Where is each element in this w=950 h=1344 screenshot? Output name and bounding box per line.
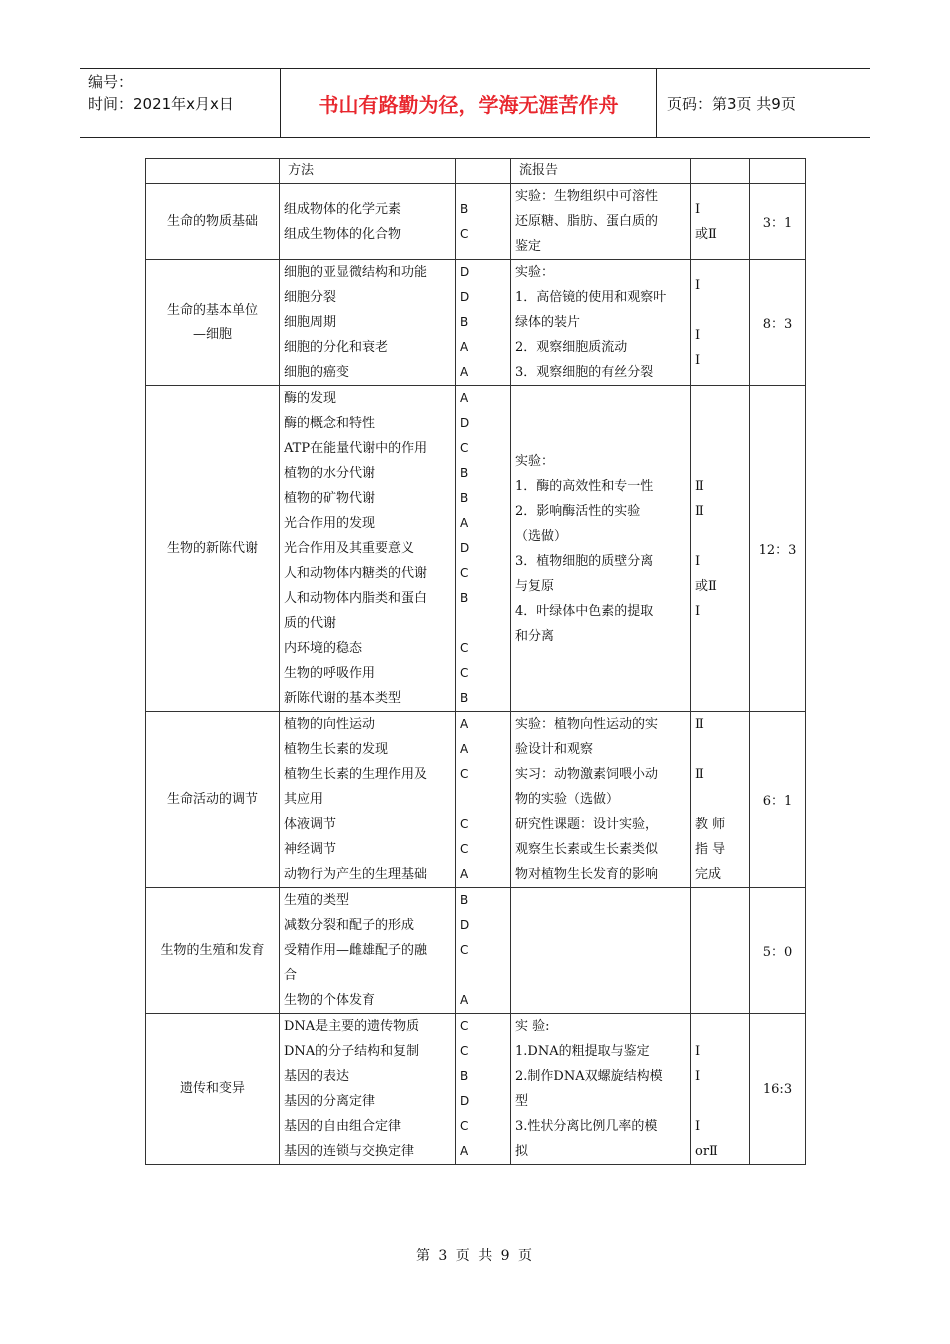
level-line: B	[460, 893, 469, 907]
requirement-cell	[691, 712, 750, 888]
requirement-line: I	[695, 553, 701, 569]
experiment-line: 3．观察细胞的有丝分裂	[515, 365, 654, 380]
topic-cell	[146, 888, 280, 1014]
content-line: 细胞的亚显微结构和功能	[284, 265, 428, 280]
level-line: B	[460, 201, 469, 216]
requirement-line	[695, 1089, 745, 1114]
content-cell	[280, 184, 456, 260]
requirement-cell	[691, 1014, 750, 1165]
experiment-line: 物的实验（选做）	[515, 792, 620, 807]
requirement-line: I	[695, 327, 701, 343]
requirement-line: orⅡ	[695, 1144, 718, 1159]
requirement-cell	[691, 260, 750, 386]
level-cell	[456, 386, 511, 712]
requirement-cell	[691, 184, 750, 260]
content-line: 内环境的稳态	[284, 641, 363, 656]
level-line: D	[460, 416, 470, 430]
experiment-line: 2．影响酶活性的实验	[515, 503, 641, 519]
level-cell	[456, 888, 511, 1014]
level-line: C	[460, 641, 469, 655]
level-line: D	[460, 265, 470, 279]
experiment-line: 4．叶绿体中色素的提取	[515, 603, 654, 619]
level-line: C	[460, 842, 469, 856]
topic-cell	[146, 184, 280, 260]
table-row	[146, 260, 806, 386]
table-header-cell: 方法	[280, 159, 456, 184]
level-cell	[456, 1014, 511, 1165]
content-line: 植物的水分代谢	[284, 466, 376, 481]
experiment-line: 验设计和观察	[515, 742, 594, 757]
requirement-line: 或Ⅱ	[695, 578, 717, 594]
content-line: 体液调节	[284, 817, 337, 832]
level-cell	[456, 184, 511, 260]
level-line: C	[460, 1044, 469, 1058]
hours-ratio-cell: 6：1	[750, 712, 806, 888]
experiment-line: 3．植物细胞的质壁分离	[515, 553, 654, 569]
content-line: 减数分裂和配子的形成	[284, 918, 415, 933]
level-line: A	[460, 391, 469, 405]
content-line: 受精作用—雌雄配子的融	[284, 943, 428, 958]
experiment-cell	[511, 260, 691, 386]
level-line: C	[460, 1019, 469, 1033]
content-line: 植物生长素的发现	[284, 742, 389, 757]
experiment-line: 实验：	[515, 453, 555, 469]
level-line: D	[460, 1094, 470, 1108]
content-cell	[280, 1014, 456, 1165]
level-line: C	[460, 817, 469, 831]
table-header-cell	[750, 159, 806, 184]
level-line: C	[460, 767, 469, 781]
level-line: A	[460, 742, 469, 756]
level-line: C	[460, 1119, 469, 1133]
level-line	[460, 963, 506, 988]
requirement-line	[695, 298, 745, 323]
content-cell	[280, 888, 456, 1014]
level-cell	[456, 712, 511, 888]
topic-line: 生物的生殖和发育	[160, 942, 265, 958]
hours-ratio-cell: 8：3	[750, 260, 806, 386]
doc-time-label: 时间：2021年x月x日	[88, 95, 234, 113]
content-cell	[280, 386, 456, 712]
content-line: 植物的矿物代谢	[284, 491, 376, 506]
hours-ratio-cell: 12：3	[750, 386, 806, 712]
requirement-line: 指 导	[695, 842, 726, 857]
experiment-cell	[511, 386, 691, 712]
level-line: D	[460, 290, 470, 304]
content-line: 新陈代谢的基本类型	[284, 691, 402, 706]
content-line: 其应用	[284, 792, 324, 807]
table-header-row	[146, 159, 806, 184]
level-line: A	[460, 717, 469, 731]
content-line: 光合作用的发现	[284, 516, 376, 531]
content-line: ATP在能量代谢中的作用	[284, 441, 428, 456]
content-line: 植物的向性运动	[284, 717, 376, 732]
experiment-cell	[511, 1014, 691, 1165]
topic-line: —细胞	[192, 326, 232, 342]
experiment-line: 1.DNA的粗提取与鉴定	[515, 1044, 650, 1059]
header-meta	[80, 69, 280, 137]
content-line: 细胞的癌变	[284, 365, 350, 380]
hours-ratio-cell: 5：0	[750, 888, 806, 1014]
header-motto: 书山有路勤为径，学海无涯苦作舟	[280, 69, 657, 137]
requirement-line: 或Ⅱ	[695, 226, 717, 242]
requirement-line: I	[695, 201, 701, 217]
level-line: B	[460, 1069, 469, 1083]
content-line: 细胞周期	[284, 315, 337, 330]
hours-ratio-cell: 3：1	[750, 184, 806, 260]
topic-cell	[146, 1014, 280, 1165]
topic-cell	[146, 712, 280, 888]
experiment-line: 和分离	[515, 628, 555, 644]
content-line: 植物生长素的生理作用及	[284, 767, 428, 782]
content-line: 基因的自由组合定律	[284, 1119, 402, 1134]
experiment-line: 绿体的装片	[515, 315, 581, 330]
table-row	[146, 386, 806, 712]
level-cell	[456, 260, 511, 386]
experiment-line: 实验：植物向性运动的实	[515, 717, 659, 732]
table-header-cell	[456, 159, 511, 184]
experiment-line: 研究性课题：设计实验，	[515, 817, 659, 832]
level-line: A	[460, 993, 469, 1007]
content-line: 人和动物体内糖类的代谢	[284, 566, 428, 581]
content-line: 细胞的分化和衰老	[284, 340, 389, 355]
header-page-info: 页码：第3页 共9页	[667, 94, 796, 113]
requirement-line: I	[695, 277, 701, 293]
level-line: C	[460, 943, 469, 957]
level-line: A	[460, 867, 469, 881]
requirement-line: I	[695, 1119, 701, 1134]
topic-cell	[146, 386, 280, 712]
requirement-line	[695, 737, 745, 762]
content-line: 基因的连锁与交换定律	[284, 1144, 415, 1159]
level-line: B	[460, 491, 469, 505]
content-line: 生殖的类型	[284, 893, 350, 908]
requirement-line	[695, 787, 745, 812]
level-line: B	[460, 691, 469, 705]
content-line: 酶的概念和特性	[284, 416, 376, 431]
experiment-line: 1．高倍镜的使用和观察叶	[515, 290, 667, 305]
level-line: B	[460, 591, 469, 605]
table-row	[146, 184, 806, 260]
experiment-line: 实 验:	[515, 1019, 550, 1034]
topic-cell	[146, 260, 280, 386]
level-line: B	[460, 315, 469, 329]
topic-line: 生命的基本单位	[166, 302, 258, 318]
content-line: 光合作用及其重要意义	[284, 541, 415, 556]
experiment-line: 鉴定	[515, 239, 542, 254]
requirement-line: I	[695, 1044, 701, 1059]
content-line: 生物的个体发育	[284, 993, 376, 1008]
requirement-line	[695, 1014, 745, 1039]
experiment-line: 实验：	[515, 265, 555, 280]
experiment-cell	[511, 712, 691, 888]
level-line: A	[460, 1144, 469, 1158]
content-line: 质的代谢	[284, 616, 337, 631]
table-header-cell	[691, 159, 750, 184]
requirement-line: 教 师	[695, 817, 726, 832]
experiment-line: 与复原	[515, 578, 555, 594]
experiment-line: 观察生长素或生长素类似	[515, 842, 659, 857]
experiment-line: （选做）	[515, 528, 568, 544]
level-line: A	[460, 340, 469, 354]
page-footer: 第 3 页 共 9 页	[415, 1248, 535, 1264]
level-line: C	[460, 566, 469, 580]
topic-line: 生物的新陈代谢	[166, 540, 258, 556]
experiment-line: 型	[515, 1094, 529, 1109]
level-line	[460, 611, 506, 636]
content-line: 神经调节	[284, 842, 337, 857]
requirement-line: Ⅱ	[695, 478, 704, 494]
content-line: 组成生物体的化合物	[284, 226, 402, 242]
topic-line: 生命的物质基础	[166, 213, 258, 229]
level-line: D	[460, 541, 470, 555]
content-line: 人和动物体内脂类和蛋白	[284, 591, 428, 606]
requirement-cell	[691, 386, 750, 712]
experiment-cell	[511, 888, 691, 1014]
topic-line: 遗传和变异	[179, 1081, 245, 1096]
level-line: D	[460, 918, 470, 932]
requirement-line	[695, 524, 745, 549]
level-line: A	[460, 516, 469, 530]
requirement-line: I	[695, 1069, 701, 1084]
level-line: B	[460, 466, 469, 480]
table-row	[146, 888, 806, 1014]
content-line: 细胞分裂	[284, 290, 337, 305]
table-row	[146, 712, 806, 888]
experiment-line: 1．酶的高效性和专一性	[515, 478, 654, 494]
experiment-cell	[511, 184, 691, 260]
requirement-line: I	[695, 352, 701, 368]
level-line: C	[460, 441, 469, 455]
content-cell	[280, 260, 456, 386]
experiment-line: 2．观察细胞质流动	[515, 340, 628, 355]
requirement-line: Ⅱ	[695, 503, 704, 519]
table-header-cell	[146, 159, 280, 184]
content-line: 酶的发现	[284, 391, 337, 406]
content-line: 生物的呼吸作用	[284, 666, 376, 681]
experiment-line: 2.制作DNA双螺旋结构模	[515, 1069, 663, 1084]
page-header	[80, 68, 870, 138]
content-cell	[280, 712, 456, 888]
content-line: 基因的表达	[284, 1069, 350, 1084]
requirement-line: Ⅱ	[695, 767, 704, 782]
syllabus-table	[145, 158, 806, 1165]
experiment-line: 3.性状分离比例几率的模	[515, 1119, 658, 1134]
hours-ratio-cell: 16:3	[750, 1014, 806, 1165]
experiment-line: 实习：动物激素饲喂小动	[515, 767, 659, 782]
content-line: DNA是主要的遗传物质	[284, 1019, 420, 1034]
experiment-line: 物对植物生长发育的影响	[515, 867, 659, 882]
requirement-line: I	[695, 603, 701, 619]
doc-number-label: 编号：	[88, 73, 134, 91]
content-line: 动物行为产生的生理基础	[284, 867, 428, 882]
table-header-cell: 流报告	[511, 159, 691, 184]
level-line: A	[460, 365, 469, 379]
requirement-line: Ⅱ	[695, 717, 704, 732]
requirement-cell	[691, 888, 750, 1014]
level-line	[460, 787, 506, 812]
content-line: 组成物体的化学元素	[284, 201, 402, 217]
content-line: DNA的分子结构和复制	[284, 1044, 420, 1059]
experiment-line: 拟	[515, 1144, 529, 1159]
level-line: C	[460, 226, 469, 241]
content-line: 合	[284, 968, 298, 983]
topic-line: 生命活动的调节	[166, 791, 258, 807]
experiment-line: 还原糖、脂肪、蛋白质的	[515, 214, 659, 229]
content-line: 基因的分离定律	[284, 1094, 376, 1109]
experiment-line: 实验：生物组织中可溶性	[515, 189, 659, 204]
level-line: C	[460, 666, 469, 680]
requirement-line: 完成	[695, 867, 722, 882]
table-row	[146, 1014, 806, 1165]
